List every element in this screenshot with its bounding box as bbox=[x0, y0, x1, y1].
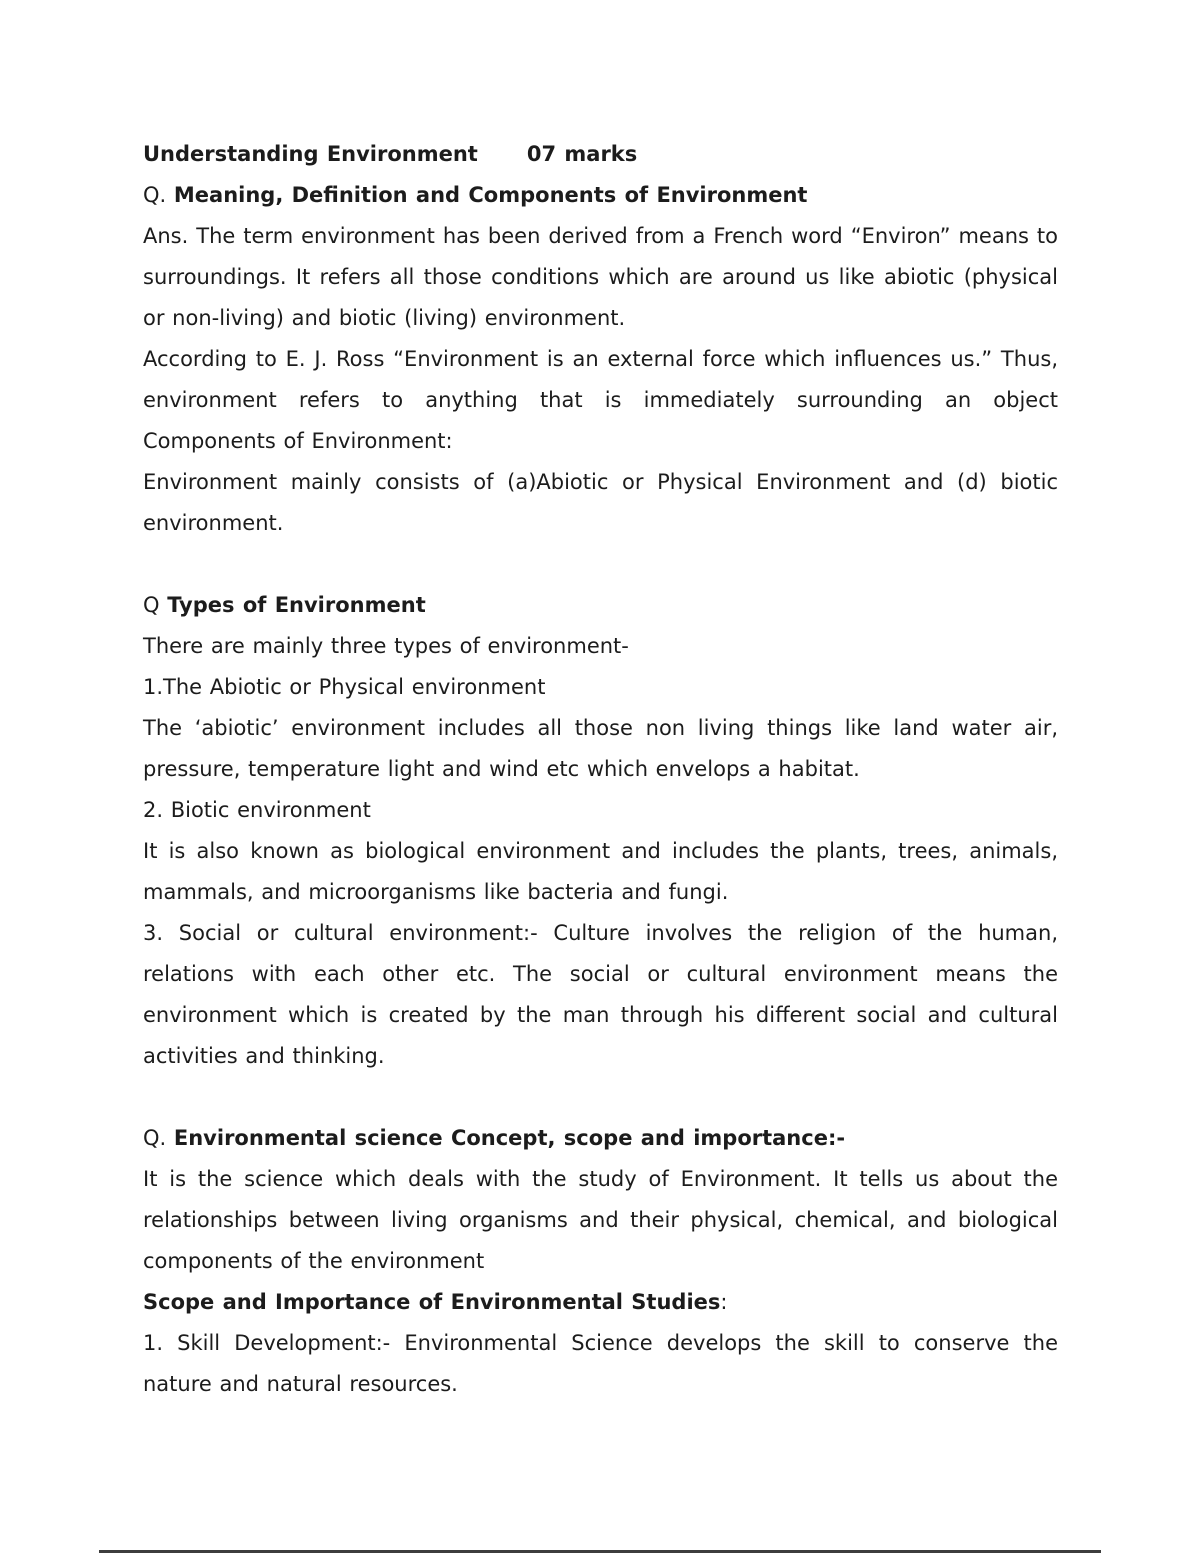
title-text: Understanding Environment bbox=[143, 142, 478, 166]
paragraph: Ans. The term environment has been derived from a French word “Environ” means to surroundings. It refers all those conditions which are around us like abiotic (physical or non-living) and biotic (living) environment. bbox=[143, 224, 1058, 330]
question-heading bbox=[143, 585, 1058, 626]
paragraph: 1. Skill Development:- Environmental Science develops the skill to conserve the nature and natural resources. bbox=[143, 1331, 1058, 1396]
paragraph-spacer bbox=[143, 544, 1058, 585]
question-heading-text: Types of Environment bbox=[167, 593, 426, 617]
section-heading bbox=[143, 1282, 1058, 1323]
paragraph: It is the science which deals with the study of Environment. It tells us about the relationships between living organisms and their physical, chemical, and biological components of the environment bbox=[143, 1167, 1058, 1273]
section-heading-text: Scope and Importance of Environmental Studies bbox=[143, 1290, 721, 1314]
paragraph: 3. Social or cultural environment:- Culture involves the religion of the human, relations with each other etc. The social or cultural environment means the environment which is created by the man through his different social and cultural activities and thinking. bbox=[143, 921, 1058, 1068]
paragraph: 1.The Abiotic or Physical environment bbox=[143, 675, 546, 699]
document-content bbox=[143, 134, 1058, 1405]
paragraph: It is also known as biological environment and includes the plants, trees, animals, mammals, and microorganisms like bacteria and fungi. bbox=[143, 839, 1058, 904]
paragraph: According to E. J. Ross “Environment is an external force which influences us.” Thus, environment refers to anything that is immediately surrounding an object Components of Environment: bbox=[143, 347, 1058, 453]
question-heading bbox=[143, 1118, 1058, 1159]
question-prefix: Q. bbox=[143, 183, 174, 207]
question-heading bbox=[143, 175, 1058, 216]
paragraph: 2. Biotic environment bbox=[143, 798, 371, 822]
question-heading-text: Meaning, Definition and Components of Environment bbox=[173, 183, 808, 207]
paragraph: Environment mainly consists of (a)Abiotic or Physical Environment and (d) biotic environment. bbox=[143, 470, 1058, 535]
paragraph: The ‘abiotic’ environment includes all those non living things like land water air, pressure, temperature light and wind etc which envelops a habitat. bbox=[143, 716, 1058, 781]
section-heading-suffix: : bbox=[720, 1290, 728, 1314]
paragraph: There are mainly three types of environment- bbox=[143, 634, 629, 658]
question-prefix: Q. bbox=[143, 1126, 174, 1150]
document-title bbox=[143, 134, 1058, 175]
marks-label: 07 marks bbox=[526, 142, 638, 166]
question-heading-text: Environmental science Concept, scope and importance:- bbox=[173, 1126, 846, 1150]
question-prefix: Q bbox=[143, 593, 168, 617]
paragraph-spacer bbox=[143, 1077, 1058, 1118]
